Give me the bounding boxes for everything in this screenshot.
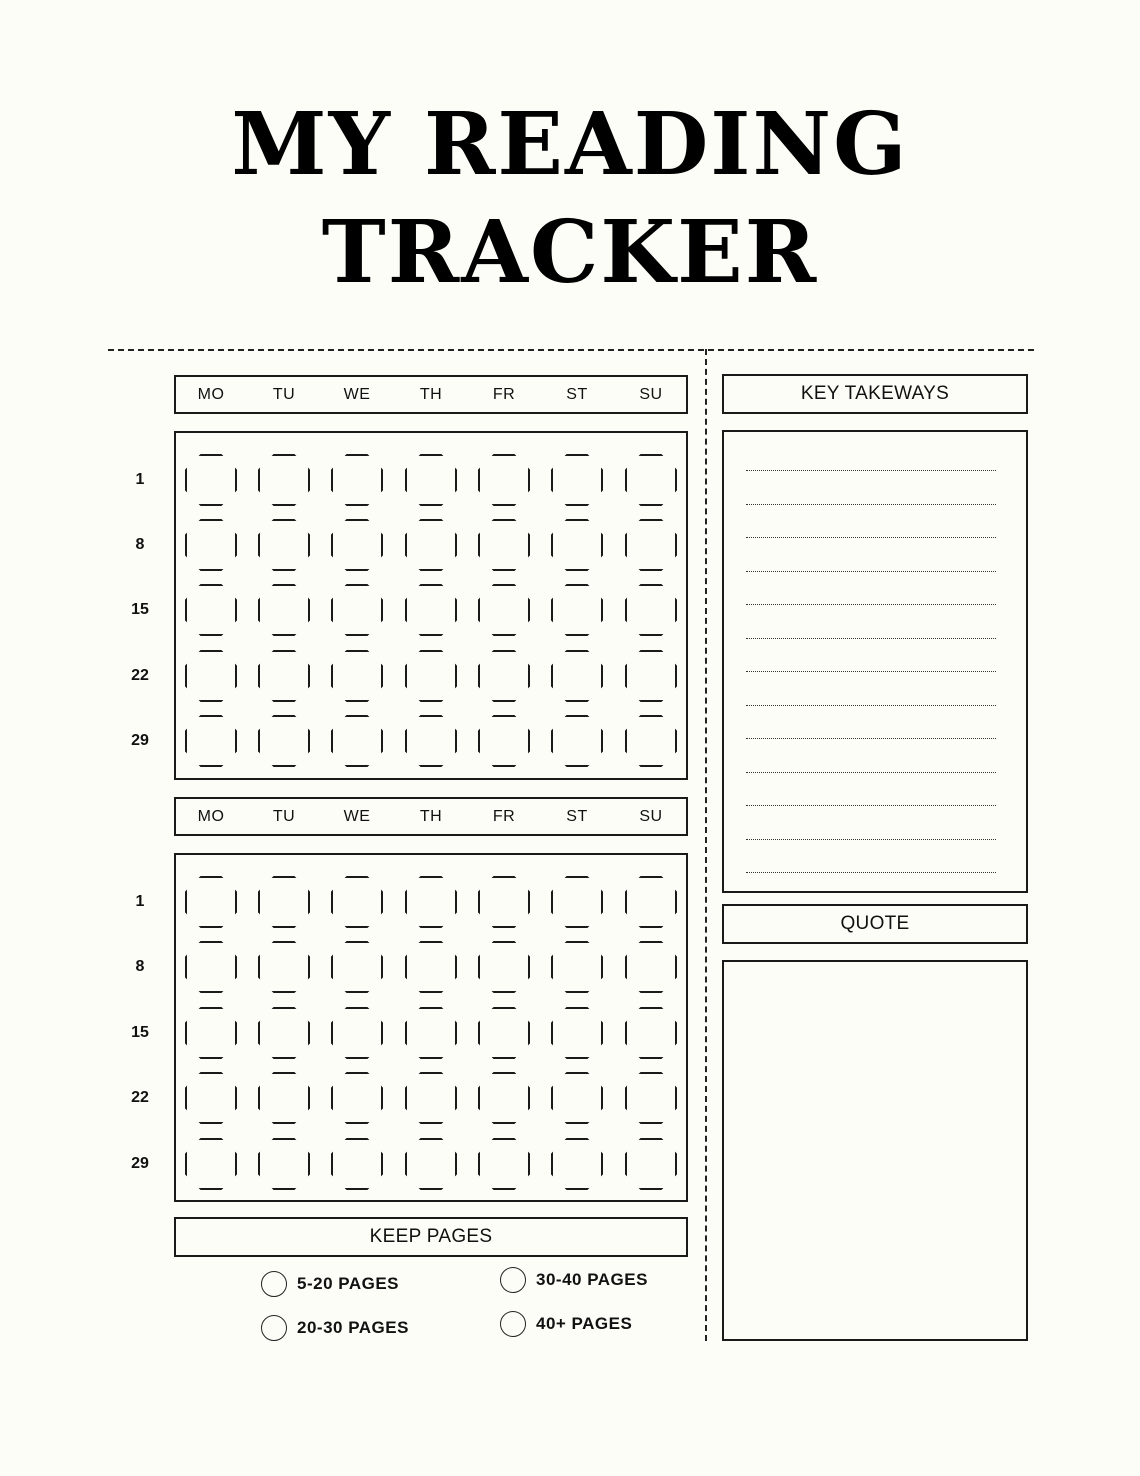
writing-line[interactable] [746, 504, 996, 505]
day-label-we: WE [343, 807, 371, 825]
writing-line[interactable] [746, 705, 996, 706]
option-30-40-pages[interactable] [500, 1267, 648, 1293]
day-label-tu: TU [272, 385, 296, 403]
day-label-th: TH [419, 807, 443, 825]
writing-line[interactable] [746, 839, 996, 840]
quote-title: QUOTE [840, 913, 910, 934]
page-title-line-2: TRACKER [321, 202, 819, 303]
day-label-mo: MO [197, 807, 225, 825]
writing-line[interactable] [746, 571, 996, 572]
week-label: 15 [131, 1024, 149, 1041]
radio-circle[interactable] [500, 1311, 526, 1337]
quote-box[interactable] [722, 960, 1028, 1341]
day-label-st: ST [566, 385, 588, 403]
day-checkbox[interactable] [551, 1072, 603, 1124]
week-label: 29 [131, 1155, 149, 1172]
key-takeaways-title: KEY TAKEWAYS [800, 383, 950, 404]
vertical-divider [705, 349, 707, 1341]
day-checkbox[interactable] [551, 1138, 603, 1190]
option-40-plus-pages[interactable] [500, 1311, 632, 1337]
day-checkbox[interactable] [625, 1138, 677, 1190]
writing-line[interactable] [746, 638, 996, 639]
horizontal-divider [108, 349, 1034, 351]
writing-line[interactable] [746, 537, 996, 538]
day-label-we: WE [343, 385, 371, 403]
calendar-2-day-header [174, 797, 688, 836]
day-checkbox[interactable] [331, 1138, 383, 1190]
radio-circle[interactable] [261, 1315, 287, 1341]
writing-line[interactable] [746, 738, 996, 739]
day-label-mo: MO [197, 385, 225, 403]
option-5-20-pages[interactable] [261, 1271, 399, 1297]
option-label: 20-30 PAGES [297, 1318, 409, 1337]
day-checkbox[interactable] [478, 1072, 530, 1124]
option-label: 5-20 PAGES [297, 1274, 400, 1293]
radio-circle[interactable] [500, 1267, 526, 1293]
week-label: 1 [135, 471, 145, 488]
day-label-su: SU [639, 385, 663, 403]
writing-line[interactable] [746, 604, 996, 605]
day-checkbox[interactable] [258, 1072, 310, 1124]
writing-line[interactable] [746, 671, 996, 672]
day-checkbox[interactable] [405, 1138, 457, 1190]
writing-line[interactable] [746, 872, 996, 873]
day-label-fr: FR [492, 385, 516, 403]
week-label: 1 [135, 893, 145, 910]
week-label: 22 [131, 1089, 149, 1106]
writing-line[interactable] [746, 772, 996, 773]
day-label-tu: TU [272, 807, 296, 825]
week-label: 22 [131, 667, 149, 684]
keep-pages-header [174, 1217, 688, 1257]
keep-pages-title: KEEP PAGES [369, 1226, 493, 1247]
week-label: 8 [135, 958, 145, 975]
radio-circle[interactable] [261, 1271, 287, 1297]
day-checkbox[interactable] [625, 1072, 677, 1124]
key-takeaways-header [722, 374, 1028, 414]
writing-line[interactable] [746, 805, 996, 806]
writing-line[interactable] [746, 470, 996, 471]
page-title-line-1: MY READING [231, 94, 909, 195]
day-label-st: ST [566, 807, 588, 825]
day-label-th: TH [419, 385, 443, 403]
key-takeaways-box[interactable] [722, 430, 1028, 893]
day-checkbox[interactable] [185, 1138, 237, 1190]
week-label: 8 [135, 536, 145, 553]
day-label-su: SU [639, 807, 663, 825]
day-checkbox[interactable] [478, 1138, 530, 1190]
option-label: 30-40 PAGES [536, 1270, 648, 1289]
day-checkbox[interactable] [405, 1072, 457, 1124]
quote-header [722, 904, 1028, 944]
day-checkbox[interactable] [331, 1072, 383, 1124]
day-checkbox[interactable] [258, 1138, 310, 1190]
day-label-fr: FR [492, 807, 516, 825]
day-checkbox[interactable] [185, 1072, 237, 1124]
option-label: 40+ PAGES [536, 1314, 633, 1333]
week-label: 29 [131, 732, 149, 749]
option-20-30-pages[interactable] [261, 1315, 409, 1341]
calendar-1-day-header [174, 375, 688, 414]
week-label: 15 [131, 601, 149, 618]
